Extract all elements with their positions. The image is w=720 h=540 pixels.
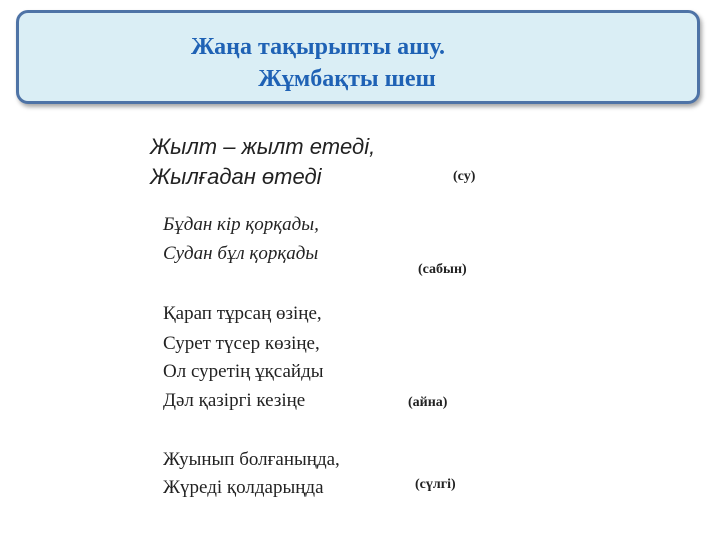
riddle-4-answer: (сүлгі) — [415, 477, 456, 492]
page-subtitle: Жұмбақты шеш — [258, 66, 436, 92]
riddle-1-line-2: Жылғадан өтеді — [150, 164, 322, 189]
title-banner — [16, 10, 700, 104]
riddle-2-line-2: Судан бұл қорқады — [163, 243, 319, 264]
page-title: Жаңа тақырыпты ашу. — [191, 34, 445, 60]
riddle-3-line-4: Дәл қазіргі кезіңе — [163, 390, 306, 411]
riddle-3-line-2: Сурет түсер көзіңе, — [163, 333, 320, 354]
riddle-4-line-1: Жуынып болғаныңда, — [163, 449, 340, 470]
riddle-3-answer: (айна) — [408, 395, 448, 410]
riddle-2-answer: (сабын) — [418, 262, 467, 277]
riddle-1-line-1: Жылт – жылт етеді, — [150, 134, 376, 159]
riddle-3-line-1: Қарап тұрсаң өзіңе, — [163, 303, 322, 324]
riddle-2-line-1: Бұдан кір қорқады, — [163, 214, 319, 235]
riddle-3-line-3: Ол суретің ұқсайды — [163, 361, 324, 382]
riddle-4-line-2: Жүреді қолдарыңда — [163, 477, 324, 498]
riddle-1-answer: (су) — [453, 169, 476, 184]
